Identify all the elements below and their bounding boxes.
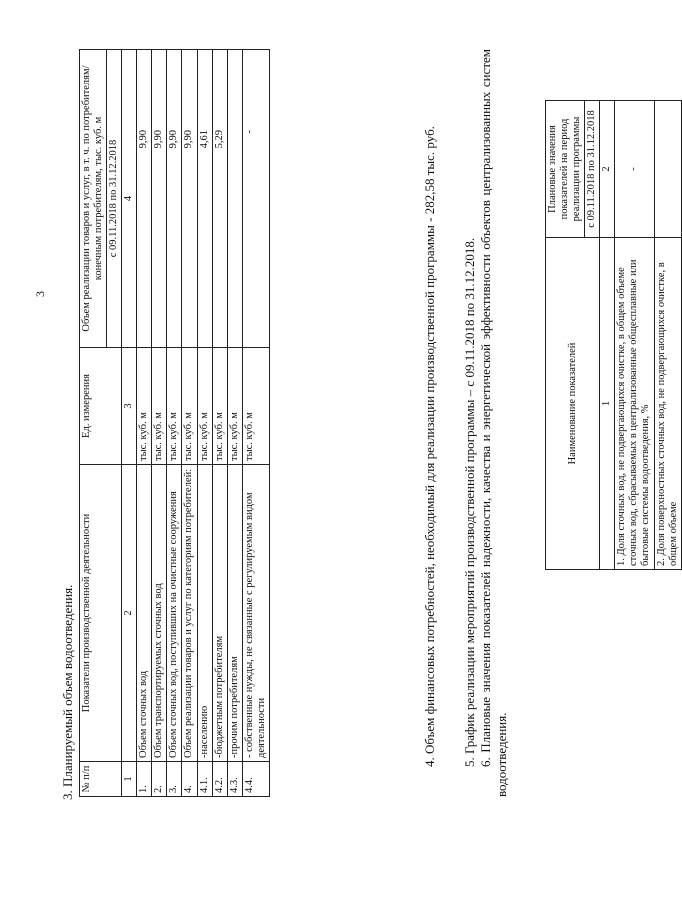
table-row — [167, 50, 182, 797]
row-unit: тыс. куб. м — [242, 348, 269, 465]
row-name: Объем сточных вод — [137, 465, 152, 762]
paragraph-schedule: 5. График реализации мероприятий производственной программы – с 09.11.2018 по 31.12.2018. — [462, 237, 477, 767]
row-value: - — [242, 50, 269, 348]
page-number: 3 — [33, 291, 47, 297]
row-name: Объем сточных вод, поступивших на очистные сооружения — [167, 465, 182, 762]
row-value: 9,90 — [167, 50, 182, 348]
row-value: 9,90 — [137, 50, 152, 348]
header-num: № п/п — [80, 762, 122, 797]
row-name: 2. Доля поверхностных сточных вод, не подвергающихся очистке, в общем объеме — [654, 238, 681, 570]
index-cell: 1 — [122, 762, 137, 797]
indicators-table — [545, 100, 682, 570]
index-cell: 4 — [122, 50, 137, 348]
row-unit: тыс. куб. м — [182, 348, 197, 465]
table-row — [212, 50, 227, 797]
index-row — [122, 50, 137, 797]
row-name: Объем транспортируемых сточных вод — [152, 465, 167, 762]
row-unit: тыс. куб. м — [152, 348, 167, 465]
header-period: с 09.11.2018 по 31.12.2018 — [107, 50, 122, 348]
row-value: - — [615, 101, 654, 238]
index-cell: 2 — [122, 465, 137, 762]
row-num: 4.4. — [242, 762, 269, 797]
row-value: 9,90 — [182, 50, 197, 348]
table-row — [152, 50, 167, 797]
table-row — [182, 50, 197, 797]
row-name: - собственные нужды, не связанные с регулируемым видом деятельности — [242, 465, 269, 762]
row-unit: тыс. куб. м — [227, 348, 242, 465]
table-row — [654, 101, 681, 570]
index-cell: 1 — [600, 238, 615, 570]
row-unit: тыс. куб. м — [197, 348, 212, 465]
wastewater-volume-table — [79, 49, 270, 797]
row-name: Объем реализации товаров и услуг по категориям потребителей: — [182, 465, 197, 762]
row-value: 5,29 — [212, 50, 227, 348]
header-unit: Ед. измерения — [80, 348, 122, 465]
row-name: -населению — [197, 465, 212, 762]
row-num: 1. — [137, 762, 152, 797]
paragraph-indicators: 6. Плановые значения показателей надежности, качества и энергетической эффективности объектов централизованных систем водоотведения. — [478, 49, 509, 797]
header-volume: Объем реализации товаров и услуг, в т. ч. по потребителям/ конечным потребителям, тыс. куб. м — [80, 50, 107, 348]
row-unit: тыс. куб. м — [212, 348, 227, 465]
index-cell: 3 — [122, 348, 137, 465]
row-name: 1. Доля сточных вод, не подвергающихся очистке, в общем объеме сточных вод, сбрасываемых в централизованные общесплавные или бытовые системы водоотведения, % — [615, 238, 654, 570]
row-unit: тыс. куб. м — [137, 348, 152, 465]
row-value: 4,61 — [197, 50, 212, 348]
table-row — [242, 50, 269, 797]
row-value — [227, 50, 242, 348]
table-row — [615, 101, 654, 570]
header-plan-values: Плановые значения показателей на период реализации программы — [546, 101, 585, 238]
row-num: 4.2. — [212, 762, 227, 797]
header-period: с 09.11.2018 по 31.12.2018 — [585, 101, 600, 238]
row-value: 9,90 — [152, 50, 167, 348]
row-value — [654, 101, 681, 238]
row-name: -прочим потребителям — [227, 465, 242, 762]
table-row — [227, 50, 242, 797]
paragraph-financial-needs: 4. Объем финансовых потребностей, необходимый для реализации производственной программы - 282,58 тыс. руб. — [422, 126, 437, 767]
header-indicator: Показатели производственной деятельности — [80, 465, 122, 762]
row-unit: тыс. куб. м — [167, 348, 182, 465]
row-num: 4.3. — [227, 762, 242, 797]
row-num: 4.1. — [197, 762, 212, 797]
row-num: 3. — [167, 762, 182, 797]
index-row — [600, 101, 615, 570]
table-row — [137, 50, 152, 797]
row-num: 2. — [152, 762, 167, 797]
row-num: 4. — [182, 762, 197, 797]
section-3-heading: 3. Планируемый объем водоотведения. — [60, 584, 75, 800]
index-cell: 2 — [600, 101, 615, 238]
row-name: -бюджетным потребителям — [212, 465, 227, 762]
table-row — [197, 50, 212, 797]
header-indicator-name: Наименование показателей — [546, 238, 600, 570]
